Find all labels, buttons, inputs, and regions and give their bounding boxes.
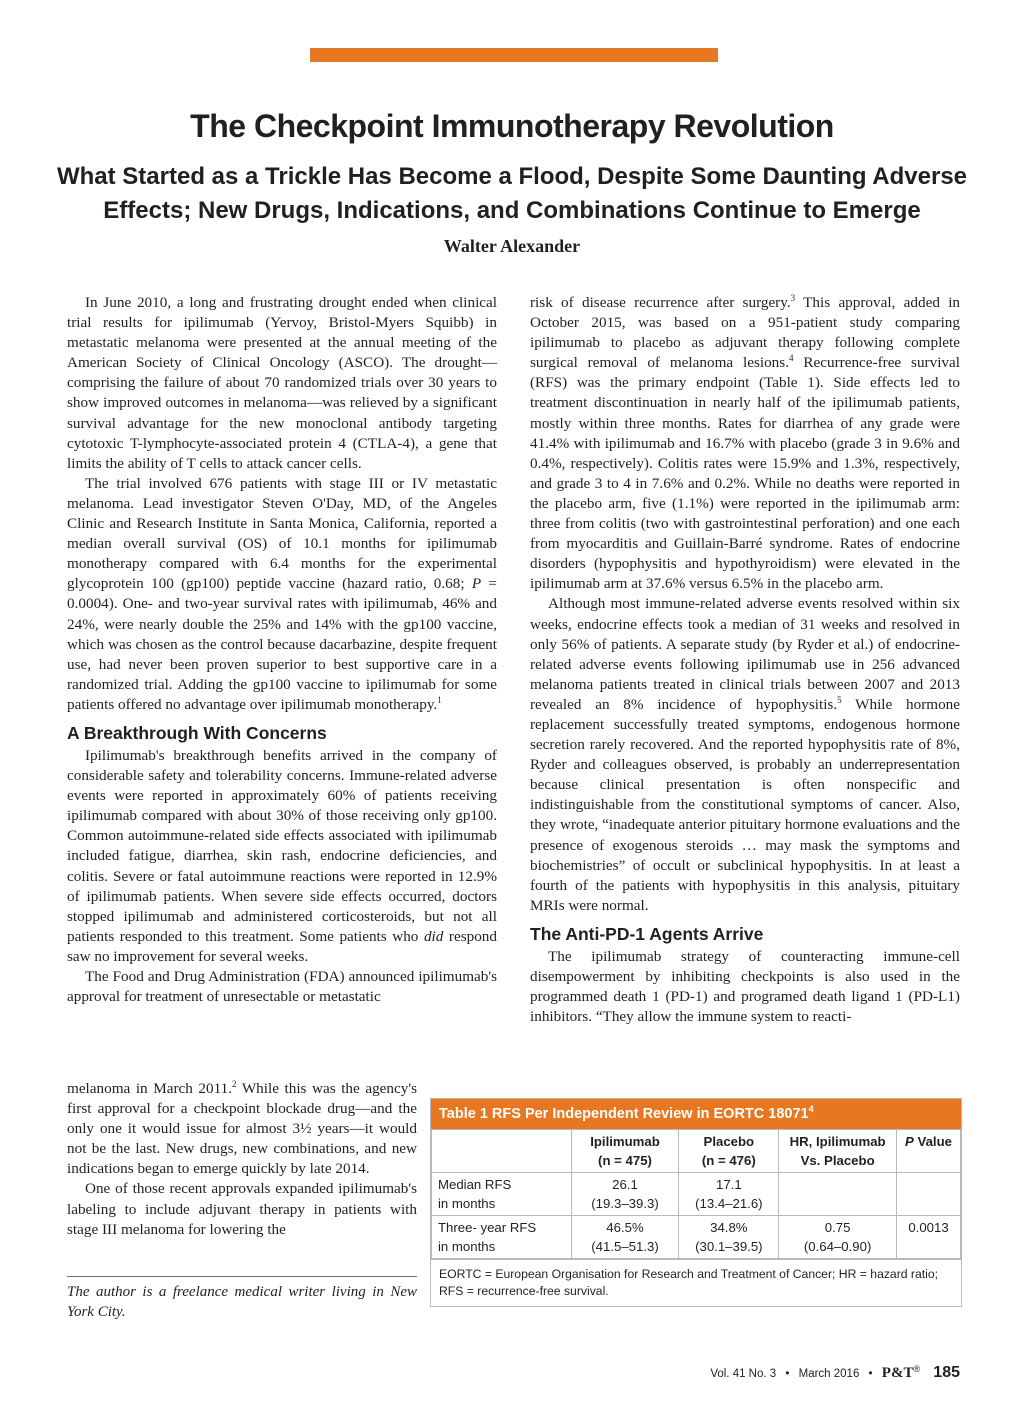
right-paragraph-1 bbox=[530, 293, 960, 594]
author-byline: Walter Alexander bbox=[443, 236, 581, 256]
header-placebo-n: (n = 476) bbox=[701, 1153, 756, 1168]
header-p-rest: Value bbox=[913, 1134, 952, 1149]
right-p1-text-c: Recurrence-free survival (RFS) was the primary endpoint (Table 1). Side effects led to treatment discontinuation in nearly half of the ipilimumab patients, mostly within three months. Rates for diarrhea of any grade were 41.4% with ipilimumab and 16.7% with placebo (grade 3 in 9.6% and 0.4%, respectively). Colitis rates were 15.9% and 1.3%, respectively, and grade 3 to 4 in 7.6% and 0.2%. While no deaths were reported in the placebo arm, five (1.1%) were reported in the ipilimumab arm: three from colitis (two with gastrointestinal perforation) and one each from myocarditis and Guillain-Barré syndrome. Rates of endocrine disorders (hypophysitis and hypothyroidism) were elevated in the ipilimumab arm at 37.6% versus 6.5% in the placebo arm. bbox=[530, 354, 960, 593]
left-column bbox=[67, 293, 497, 1007]
right-paragraph-2 bbox=[530, 594, 960, 916]
table-1-title bbox=[431, 1099, 961, 1129]
section-heading-anti-pd1: The Anti-PD-1 Agents Arrive bbox=[530, 923, 764, 944]
cell-ci: (0.64–0.90) bbox=[803, 1239, 872, 1254]
cell-p-value bbox=[897, 1173, 961, 1216]
header-p-symbol: P bbox=[905, 1134, 914, 1149]
footer-bullet-2: • bbox=[868, 1368, 873, 1380]
author-note-divider bbox=[67, 1276, 417, 1277]
cell-placebo bbox=[679, 1216, 779, 1259]
left-p3-text-a: Ipilimumab's breakthrough benefits arrived in the company of considerable safety and tolerability concerns. Immune-related adverse events were reported in approximately 60% of patients receiving ipilimumab compared with about 30% of those receiving only gp100. Common autoimmune-related side effects associated with ipilimumab included fatigue, diarrhea, skin rash, endocrine deficiencies, and colitis. Severe or fatal autoimmune reactions were reported in 12.9% of ipilimumab patients. When severe side effects occurred, doctors stopped ipilimumab and administered corticosteroids, but not all patients responded to this treatment. Some patients who bbox=[67, 746, 497, 945]
left-column-narrow bbox=[67, 1079, 417, 1240]
cell-ipilimumab bbox=[571, 1173, 679, 1216]
header-ipi-name: Ipilimumab bbox=[590, 1134, 660, 1149]
left-paragraph-1: In June 2010, a long and frustrating drought ended when clinical trial results for ipilimumab (Yervoy, Bristol-Myers Squibb) in metastatic melanoma were presented at the annual meeting of the American Society of Clinical Oncology (ASCO). The drought—comprising the failure of about 70 randomized trials over 30 years to show improved outcomes in melanoma—was relieved by a significant survival advantage for the new monoclonal antibody targeting cytotoxic T-lymphocyte-associated protein 4 (CTLA-4), a gene that limits the ability of T cells to attack cancer cells. bbox=[67, 294, 497, 472]
cell-value: 17.1 bbox=[715, 1177, 742, 1192]
footer-volume: Vol. 41 No. 3 bbox=[710, 1368, 777, 1380]
row-label-line2: in months bbox=[438, 1239, 496, 1254]
row-label bbox=[432, 1216, 572, 1259]
table-1 bbox=[430, 1098, 962, 1307]
rfs-table bbox=[431, 1129, 961, 1259]
right-column bbox=[530, 293, 960, 1027]
footnote-line-2: RFS = recurrence-free survival. bbox=[439, 1284, 609, 1298]
header-hr-line2: Vs. Placebo bbox=[800, 1153, 875, 1168]
reference-1: 1 bbox=[437, 694, 442, 705]
footer-journal-mark: ® bbox=[913, 1364, 921, 1375]
author-note: The author is a freelance medical writer living in New York City. bbox=[67, 1284, 417, 1320]
cell-ci: (13.4–21.6) bbox=[695, 1196, 763, 1211]
left-paragraph-4: The Food and Drug Administration (FDA) announced ipilimumab's approval for treatment of unresectable or metastatic bbox=[67, 968, 497, 1006]
right-p2-text-b: While hormone replacement successfully treated symptoms, endogenous hormone secretion rarely recovered. And the reported hypophysitis rate of 8%, Ryder and colleagues observed, is probably an underrepresentation because clinical presentation is often nonspecific and indistinguishable from the constitutional symptoms of cancer. Also, they wrote, “inadequate anterior pituitary hormone evaluations and the presence of exogenous steroids … may mask the symptoms and biochemistries” of occult or subclinical hypophysitis. In at least a fourth of the patients with hypophysitis in this analysis, pituitary MRIs were normal. bbox=[530, 695, 961, 914]
page-footer bbox=[710, 1364, 960, 1382]
cell-ci: (19.3–39.3) bbox=[591, 1196, 659, 1211]
left-p2-text-b: = 0.0004). One- and two-year survival rates with ipilimumab, 46% and 24%, were nearly double the 25% and 14% with the gp100 vaccine, which was chosen as the control because dacarbazine, despite frequent use, had never been proven superior to best supportive care in a randomized trial. Adding the gp100 vaccine to ipilimumab for some patients offered no advantage over ipilimumab monotherapy. bbox=[67, 575, 497, 713]
right-p1-text-a: risk of disease recurrence after surgery. bbox=[530, 294, 791, 311]
article-title: The Checkpoint Immunotherapy Revolution bbox=[190, 108, 834, 144]
article-subtitle bbox=[40, 160, 984, 228]
table-header-ipilimumab bbox=[571, 1130, 679, 1173]
table-header-row bbox=[432, 1130, 961, 1173]
footer-journal: P&T bbox=[881, 1365, 914, 1381]
left-p4-cont-b: While this was the agency's first approval for a checkpoint blockade drug—and the only one it would issue for almost 3½ years—it would not be the last. New drugs, new combinations, and new indications began to emerge quickly by late 2014. bbox=[67, 1080, 417, 1178]
section-heading-breakthrough: A Breakthrough With Concerns bbox=[67, 722, 327, 743]
left-p3-italic: did bbox=[423, 927, 444, 945]
left-paragraph-2 bbox=[67, 474, 497, 715]
left-paragraph-4-continued bbox=[67, 1079, 417, 1179]
table-row bbox=[432, 1173, 961, 1216]
left-p4-cont-a: melanoma in March 2011. bbox=[67, 1080, 233, 1097]
cell-placebo bbox=[679, 1173, 779, 1216]
cell-ipilimumab bbox=[571, 1216, 679, 1259]
header-accent-bar bbox=[310, 48, 718, 62]
footer-date: March 2016 bbox=[798, 1368, 860, 1380]
table-header-p-value bbox=[897, 1130, 961, 1173]
header-ipi-n: (n = 475) bbox=[598, 1153, 652, 1168]
table-row bbox=[432, 1216, 961, 1259]
cell-p-value: 0.0013 bbox=[897, 1216, 961, 1259]
left-paragraph-5: One of those recent approvals expanded ipilimumab's labeling to include adjuvant therapy in patients with stage III melanoma for lowering the bbox=[67, 1180, 417, 1238]
row-label-line2: in months bbox=[438, 1196, 496, 1211]
cell-value: 34.8% bbox=[710, 1220, 748, 1235]
p-value-symbol: P bbox=[471, 575, 482, 593]
right-paragraph-3: The ipilimumab strategy of counteracting immune-cell disempowerment by inhibiting checkpoints is also used in the programmed death 1 (PD-1) and programed death ligand 1 (PD-L1) inhibitors. “They allow the immune system to reacti- bbox=[530, 947, 960, 1026]
left-p3-text-b: respond saw no improvement for several weeks. bbox=[67, 927, 497, 965]
row-label-line1: Three- year RFS bbox=[438, 1220, 537, 1235]
table-1-title-text: Table 1 RFS Per Independent Review in EORTC 18071 bbox=[439, 1106, 809, 1122]
reference-2: 2 bbox=[232, 1078, 237, 1089]
page-number: 185 bbox=[933, 1364, 960, 1381]
table-1-title-ref: 4 bbox=[808, 1104, 814, 1115]
header-placebo-name: Placebo bbox=[703, 1134, 755, 1149]
row-label bbox=[432, 1173, 572, 1216]
reference-3: 3 bbox=[790, 292, 796, 303]
cell-hr bbox=[779, 1216, 897, 1259]
cell-value: 26.1 bbox=[612, 1177, 638, 1192]
table-1-footnote bbox=[431, 1259, 961, 1306]
cell-value: 46.5% bbox=[606, 1220, 644, 1235]
left-paragraph-3 bbox=[67, 746, 497, 967]
left-p2-text-a: The trial involved 676 patients with stage III or IV metastatic melanoma. Lead investigator Steven O'Day, MD, of the Angeles Clinic and Research Institute in Santa Monica, California, reported a median overall survival (OS) of 10.1 months for ipilimumab monotherapy compared with 6.4 months for the experimental glycoprotein 100 (gp100) peptide vaccine (hazard ratio, 0.68; bbox=[67, 474, 497, 593]
right-p1-text-b: This approval, added in October 2015, was based on a 951-patient study comparing ipilimumab to placebo as adjuvant therapy following complete surgical removal of melanoma lesions. bbox=[530, 294, 961, 372]
cell-ci: (41.5–51.3) bbox=[591, 1239, 659, 1254]
cell-hr bbox=[779, 1173, 897, 1216]
reference-4: 4 bbox=[789, 353, 794, 364]
right-p2-text-a: Although most immune-related adverse events resolved within six weeks, endocrine effects took a median of 31 weeks and resolved in only 56% of patients. A separate study (by Ryder et al.) of endocrine-related adverse events following ipilimumab use in 256 advanced melanoma patients treated in clinical trials between 2007 and 2013 revealed an 8% incidence of hypophysitis. bbox=[530, 595, 960, 713]
footnote-line-1: EORTC = European Organisation for Research and Treatment of Cancer; HR = hazard ratio; bbox=[439, 1267, 939, 1281]
subtitle-line-2: Effects; New Drugs, Indications, and Combinations Continue to Emerge bbox=[103, 197, 921, 224]
header-hr-line1: HR, Ipilimumab bbox=[789, 1134, 886, 1149]
table-header-placebo bbox=[679, 1130, 779, 1173]
reference-5: 5 bbox=[837, 694, 842, 705]
table-header-empty bbox=[432, 1130, 572, 1173]
cell-ci: (30.1–39.5) bbox=[695, 1239, 763, 1254]
row-label-line1: Median RFS bbox=[438, 1177, 512, 1192]
table-header-hr bbox=[779, 1130, 897, 1173]
cell-value: 0.75 bbox=[824, 1220, 851, 1235]
subtitle-line-1: What Started as a Trickle Has Become a Flood, Despite Some Daunting Adverse bbox=[56, 163, 968, 190]
footer-bullet-1: • bbox=[785, 1368, 790, 1380]
